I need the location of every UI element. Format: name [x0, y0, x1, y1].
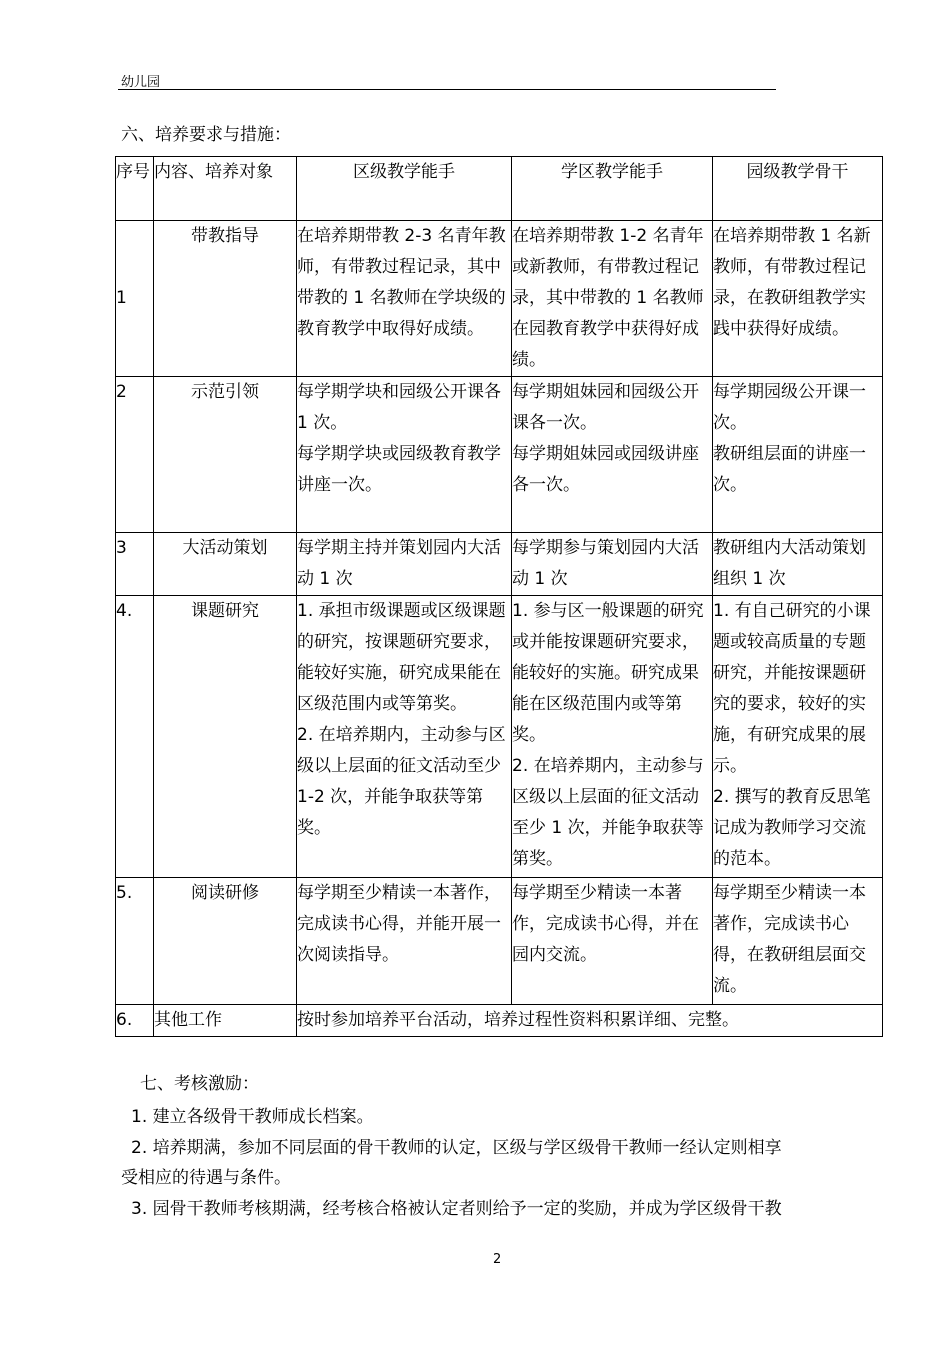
row-topic: 大活动策划	[154, 533, 297, 596]
cell-paragraph: 每学期姐妹园和园级公开课各一次。	[512, 382, 699, 433]
school-district-requirement	[512, 878, 713, 1005]
cell-paragraph: 每学期至少精读一本著作，完成读书心得，并能开展一次阅读指导。	[297, 883, 501, 965]
header-rule	[118, 89, 776, 90]
school-district-requirement	[512, 221, 713, 377]
cell-paragraph: 在培养期带教 1 名新教师，有带教过程记录，在教研组教学实践中获得好成绩。	[713, 226, 871, 339]
district-requirement	[297, 596, 512, 878]
cell-paragraph: 每学期姐妹园或园级讲座各一次。	[512, 444, 699, 495]
table-row	[116, 221, 883, 377]
kindergarten-requirement	[713, 221, 883, 377]
cell-paragraph: 教研组层面的讲座一次。	[713, 444, 866, 495]
cell-paragraph: 每学期园级公开课一次。	[713, 382, 866, 433]
training-table	[115, 156, 883, 1037]
incentive-item-3: 3. 园骨干教师考核期满，经考核合格被认定者则给予一定的奖励，并成为学区级骨干教	[131, 1199, 782, 1219]
cell-paragraph: 教研组内大活动策划组织 1 次	[713, 538, 866, 589]
school-district-requirement	[512, 596, 713, 878]
cell-paragraph: 每学期学块和园级公开课各 1 次。	[297, 382, 501, 433]
kindergarten-requirement	[713, 596, 883, 878]
kindergarten-requirement	[713, 878, 883, 1005]
row-number: 4.	[116, 596, 154, 878]
row-topic: 其他工作	[154, 1005, 297, 1037]
district-requirement	[297, 878, 512, 1005]
school-district-requirement	[512, 533, 713, 596]
header-school-district: 学区教学能手	[512, 157, 713, 221]
cell-paragraph: 1. 有自己研究的小课题或较高质量的专题研究，并能按课题研究的要求，较好的实施，有研究成果的展示。	[713, 601, 871, 776]
row-number: 3	[116, 533, 154, 596]
row-number: 6.	[116, 1005, 154, 1037]
header-kindergarten: 园级教学骨干	[713, 157, 883, 221]
kindergarten-requirement	[713, 533, 883, 596]
row-topic: 阅读研修	[154, 878, 297, 1005]
table-row-other	[116, 1005, 883, 1037]
incentive-item-2-cont: 受相应的待遇与条件。	[121, 1168, 291, 1188]
table-row	[116, 533, 883, 596]
cell-paragraph: 1. 参与区一般课题的研究或并能按课题研究要求，能较好的实施。研究成果能在区级范围内或等第奖。	[512, 601, 704, 745]
row-topic: 带教指导	[154, 221, 297, 377]
row-number: 5.	[116, 878, 154, 1005]
row-topic: 示范引领	[154, 377, 297, 533]
cell-paragraph: 每学期参与策划园内大活动 1 次	[512, 538, 699, 589]
table-header-row	[116, 157, 883, 221]
table-row	[116, 596, 883, 878]
page-header: 幼儿园	[121, 75, 161, 90]
district-requirement	[297, 533, 512, 596]
cell-paragraph: 2. 在培养期内，主动参与区级以上层面的征文活动至少 1 次，并能争取获等第奖。	[512, 756, 704, 869]
cell-paragraph: 每学期学块或园级教育教学讲座一次。	[297, 444, 501, 495]
header-topic: 内容、培养对象	[154, 157, 297, 221]
cell-paragraph: 每学期至少精读一本著作，完成读书心得，在教研组层面交流。	[713, 883, 866, 996]
header-no: 序号	[116, 157, 154, 221]
district-requirement	[297, 221, 512, 377]
cell-paragraph: 2. 撰写的教育反思笔记成为教师学习交流的范本。	[713, 787, 871, 869]
cell-paragraph: 每学期主持并策划园内大活动 1 次	[297, 538, 501, 589]
cell-paragraph: 2. 在培养期内，主动参与区级以上层面的征文活动至少 1-2 次，并能争取获等第奖。	[297, 725, 506, 838]
cell-paragraph: 每学期至少精读一本著作，完成读书心得，并在园内交流。	[512, 883, 699, 965]
incentive-item-2: 2. 培养期满，参加不同层面的骨干教师的认定，区级与学区级骨干教师一经认定则相享	[131, 1138, 782, 1158]
cell-paragraph: 1. 承担市级课题或区级课题的研究，按课题研究要求，能较好实施，研究成果能在区级范围内或等第奖。	[297, 601, 506, 714]
row-number: 2	[116, 377, 154, 533]
header-district: 区级教学能手	[297, 157, 512, 221]
section-6-title: 六、培养要求与措施：	[121, 125, 291, 145]
row-topic: 课题研究	[154, 596, 297, 878]
section-7-title: 七、考核激励：	[140, 1074, 259, 1094]
table-row	[116, 878, 883, 1005]
school-district-requirement	[512, 377, 713, 533]
table-row	[116, 377, 883, 533]
row-number: 1	[116, 221, 154, 377]
page-number: 2	[493, 1252, 502, 1267]
cell-paragraph: 在培养期带教 2-3 名青年教师，有带教过程记录，其中带教的 1 名教师在学块级的教育教学中取得好成绩。	[297, 226, 506, 339]
other-work-content: 按时参加培养平台活动，培养过程性资料积累详细、完整。	[297, 1005, 883, 1037]
district-requirement	[297, 377, 512, 533]
incentive-item-1: 1. 建立各级骨干教师成长档案。	[131, 1107, 374, 1127]
cell-paragraph: 在培养期带教 1-2 名青年或新教师，有带教过程记录，其中带教的 1 名教师在园教育教学中获得好成绩。	[512, 226, 704, 370]
kindergarten-requirement	[713, 377, 883, 533]
